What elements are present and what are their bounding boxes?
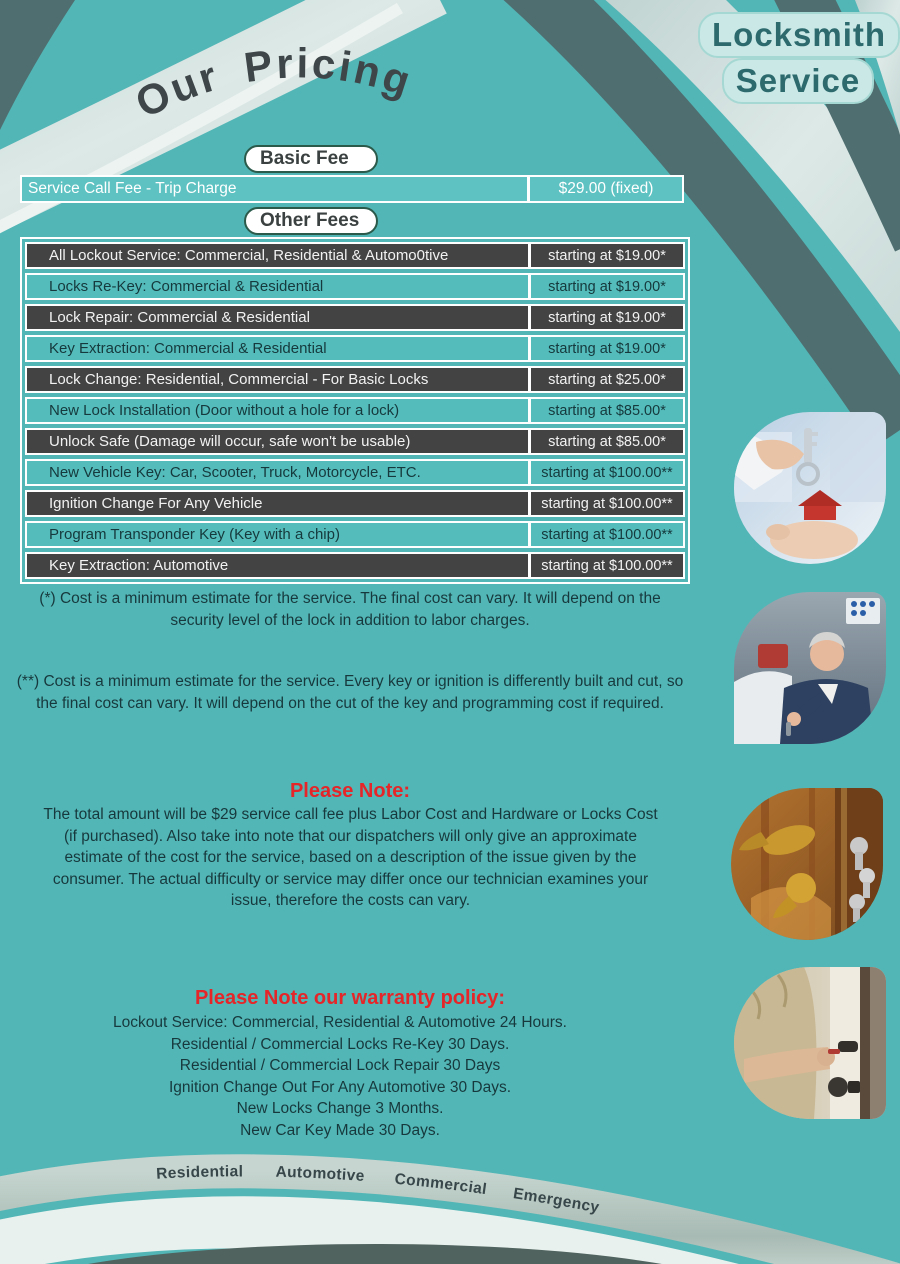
warranty-heading: Please Note our warranty policy: [194,987,506,1009]
service-cell: Key Extraction: Commercial & Residential [49,340,327,357]
table-row [25,552,685,579]
other-fees-heading [244,207,378,235]
price-cell: starting at $25.00* [528,368,683,391]
warranty-item: New Car Key Made 30 Days. [240,1121,440,1139]
price-cell: starting at $85.00* [528,430,683,453]
basic-fee-row [20,175,684,203]
table-row [25,366,685,393]
price-cell: starting at $19.00* [528,306,683,329]
footnote-single-star: (*) Cost is a minimum estimate for the service. The final cost can vary. It will depend on the security level of the lock in addition to labor charges. [39,590,661,629]
key-handover-photo [734,412,886,564]
door-locks-keys-photo [731,788,883,940]
brand-line-2: Service [722,58,874,104]
warranty-item: Lockout Service: Commercial, Residential & Automotive 24 Hours. [112,1014,567,1031]
service-cell: Locks Re-Key: Commercial & Residential [49,278,324,295]
table-row [25,304,685,331]
please-note-heading: Please Note: [289,780,411,802]
price-cell: starting at $19.00* [528,337,683,360]
warranty-list [20,1012,660,1141]
top-left-dark-band [0,0,75,130]
service-cell: Lock Change: Residential, Commercial - For Basic Locks [49,371,429,388]
service-cell: New Vehicle Key: Car, Scooter, Truck, Motorcycle, ETC. [49,464,421,481]
table-row [25,490,685,517]
lock-repair-photo [734,967,886,1119]
price-cell: starting at $100.00** [528,523,683,546]
basic-fee-service: Service Call Fee - Trip Charge [28,180,237,197]
price-cell: starting at $100.00** [528,554,683,577]
price-cell: starting at $19.00* [528,244,683,267]
ribbon-word-emergency: Emergency [512,1185,601,1217]
warranty-item: Residential / Commercial Lock Repair 30 Days [179,1057,501,1074]
basic-fee-price: $29.00 (fixed) [527,177,682,201]
table-row [25,428,685,455]
price-cell: starting at $85.00* [528,399,683,422]
brand-logo [698,12,898,104]
ribbon-word-residential: Residential [155,1163,244,1183]
price-cell: starting at $19.00* [528,275,683,298]
table-row [25,397,685,424]
table-row [25,335,685,362]
basic-fee-heading [244,145,378,173]
service-cell: Lock Repair: Commercial & Residential [49,309,310,326]
service-cell: New Lock Installation (Door without a hole for a lock) [49,402,400,419]
price-cell: starting at $100.00** [528,461,683,484]
basic-fee-heading-label: Basic Fee [260,148,349,169]
please-note-body: The total amount will be $29 service call fee plus Labor Cost and Hardware or Locks Cost (if purchased). Also take into note that our dispatchers will only give an approximate estimate of the cost for the service, based on a description of the issue given by the consumer. The actual difficulty or service may differ once our technician examines your issue, therefore the costs can vary. [43,806,658,909]
other-fees-table [20,237,690,584]
other-fees-heading-label: Other Fees [260,210,360,231]
warranty-item: Residential / Commercial Locks Re-Key 30 Days. [170,1035,510,1053]
service-cell: Ignition Change For Any Vehicle [49,495,263,512]
ribbon-word-automotive: Automotive [275,1163,366,1186]
brand-line-1: Locksmith [698,12,900,58]
price-cell: starting at $100.00** [528,492,683,515]
table-row [25,459,685,486]
ribbon-word-commercial: Commercial [393,1170,489,1199]
warranty-item: Ignition Change Out For Any Automotive 30 Days. [168,1078,512,1096]
service-cell: Unlock Safe (Damage will occur, safe won't be usable) [49,433,411,450]
table-row [25,273,685,300]
page-title: Our Pricing [128,39,419,127]
service-cell: All Lockout Service: Commercial, Residential & Automo0tive [49,247,449,264]
warranty-item: New Locks Change 3 Months. [236,1100,444,1117]
footnote-double-star: (**) Cost is a minimum estimate for the service. Every key or ignition is differently built and cut, so the final cost can vary. It will depend on the cut of the key and programming cost if required. [16,673,684,712]
table-row [25,242,685,269]
table-row [25,521,685,548]
service-cell: Program Transponder Key (Key with a chip) [49,526,340,543]
service-cell: Key Extraction: Automotive [49,557,229,574]
locksmith-technician-photo [734,592,886,744]
